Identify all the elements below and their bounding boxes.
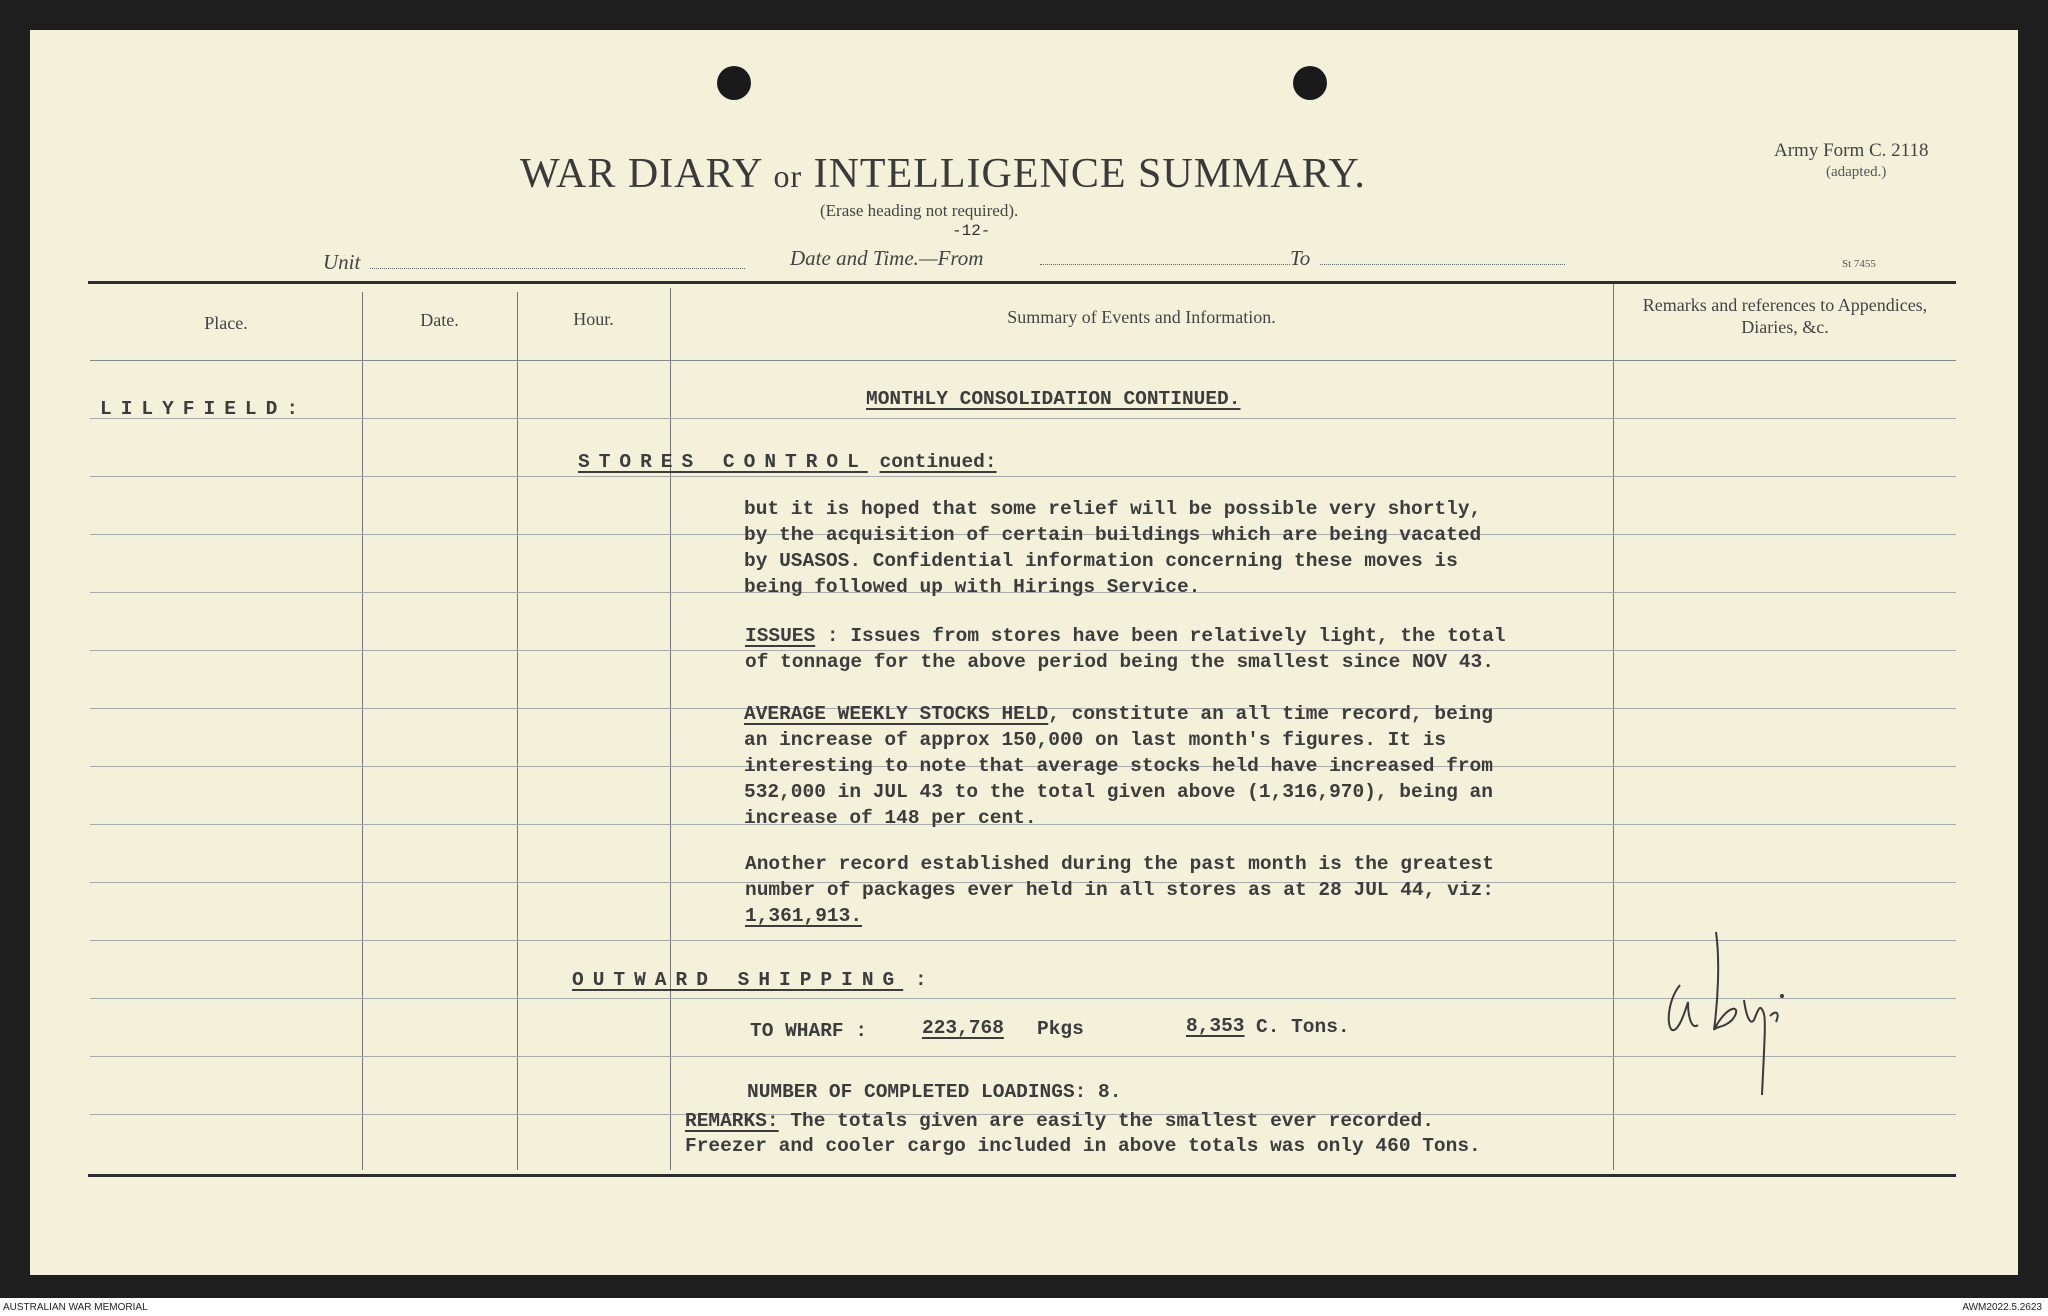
stocks-line: 532,000 in JUL 43 to the total given above (1,316,970), being an <box>744 781 1493 803</box>
archive-reference: AWM2022.5.2623 <box>1962 1302 2042 1313</box>
to-wharf-label: TO WHARF : <box>750 1020 868 1042</box>
title-war-diary: WAR DIARY <box>520 151 762 197</box>
stores-control-title: STORES CONTROL <box>578 451 868 473</box>
table-bottom-border <box>88 1174 1956 1177</box>
record-line: Another record established during the past month is the greatest <box>745 853 1494 875</box>
adapted-note: (adapted.) <box>1826 164 1887 180</box>
column-divider-summary <box>1613 284 1614 1170</box>
stores-line: by USASOS. Confidential information concerning these moves is <box>744 550 1458 572</box>
punch-hole-right <box>1293 66 1327 100</box>
title-intelligence-summary: INTELLIGENCE SUMMARY. <box>813 151 1366 197</box>
page-number: -12- <box>952 222 991 240</box>
ruled-line <box>90 476 1956 477</box>
wharf-tons: 8,353 <box>1186 1015 1245 1037</box>
remarks-label: REMARKS: <box>685 1110 779 1132</box>
column-header-place: Place. <box>204 313 248 333</box>
remarks-line: Freezer and cooler cargo included in above totals was only 460 Tons. <box>685 1135 1481 1157</box>
column-divider-date <box>517 292 518 1170</box>
issues-label: ISSUES <box>745 625 816 647</box>
stocks-text: , constitute an all time record, being <box>1048 703 1493 725</box>
punch-hole-left <box>717 66 751 100</box>
unit-label: Unit <box>323 250 361 274</box>
stores-line: but it is hoped that some relief will be possible very shortly, <box>744 498 1482 520</box>
archive-credit: AUSTRALIAN WAR MEMORIAL <box>3 1302 148 1313</box>
entry-heading: MONTHLY CONSOLIDATION CONTINUED. <box>866 388 1241 410</box>
army-form-number: Army Form C. 2118 <box>1774 140 1929 161</box>
record-line: number of packages ever held in all stores as at 28 JUL 44, viz: <box>745 879 1494 901</box>
stocks-line: interesting to note that average stocks held have increased from <box>744 755 1493 777</box>
form-title <box>520 150 1366 198</box>
stores-line: by the acquisition of certain buildings which are being vacated <box>744 524 1482 546</box>
unit-field <box>370 268 745 269</box>
record-figure: 1,361,913. <box>745 905 863 927</box>
stocks-line: increase of 148 per cent. <box>744 807 1037 829</box>
completed-loadings: NUMBER OF COMPLETED LOADINGS: 8. <box>747 1081 1122 1103</box>
outward-shipping-title: OUTWARD SHIPPING <box>572 969 904 991</box>
outward-shipping-colon: : <box>914 969 927 991</box>
issues-line: of tonnage for the above period being the smallest since NOV 43. <box>745 651 1494 673</box>
outward-shipping-heading <box>572 969 927 991</box>
column-divider-place <box>362 292 363 1170</box>
column-header-date: Date. <box>420 310 459 330</box>
date-to-field <box>1320 264 1565 265</box>
stocks-paragraph-line1 <box>744 703 1493 725</box>
handwritten-signature <box>1658 930 1788 1100</box>
issues-paragraph-line1 <box>745 625 1506 647</box>
stocks-label: AVERAGE WEEKLY STOCKS HELD <box>744 703 1049 725</box>
packages-unit: Pkgs <box>1037 1018 1084 1040</box>
remarks-text: The totals given are easily the smallest ever recorded. <box>778 1110 1434 1132</box>
stocks-line: an increase of approx 150,000 on last month's figures. It is <box>744 729 1447 751</box>
erase-note: (Erase heading not required). <box>820 201 1019 220</box>
stores-control-heading <box>578 451 997 473</box>
remarks-paragraph-line1 <box>685 1110 1434 1132</box>
stock-number: St 7455 <box>1842 258 1876 270</box>
date-from-field <box>1040 264 1290 265</box>
table-top-border <box>88 281 1956 284</box>
stores-line: being followed up with Hirings Service. <box>744 576 1201 598</box>
header-rule <box>90 360 1956 361</box>
date-time-label: Date and Time.—From <box>790 246 984 270</box>
place-entry: LILYFIELD: <box>100 398 308 420</box>
title-or: or <box>773 158 803 194</box>
column-header-remarks: Remarks and references to Appendices, Diaries, &c. <box>1642 295 1928 337</box>
issues-text: : Issues from stores have been relatively light, the total <box>815 625 1506 647</box>
tons-unit: C. Tons. <box>1256 1016 1350 1038</box>
column-header-summary: Summary of Events and Information. <box>1007 307 1276 327</box>
column-divider-hour <box>670 288 671 1170</box>
ruled-line <box>90 418 1956 419</box>
wharf-packages: 223,768 <box>922 1017 1004 1039</box>
stores-continued-label: continued: <box>879 451 997 473</box>
column-header-hour: Hour. <box>573 309 614 329</box>
to-label: To <box>1290 246 1311 270</box>
